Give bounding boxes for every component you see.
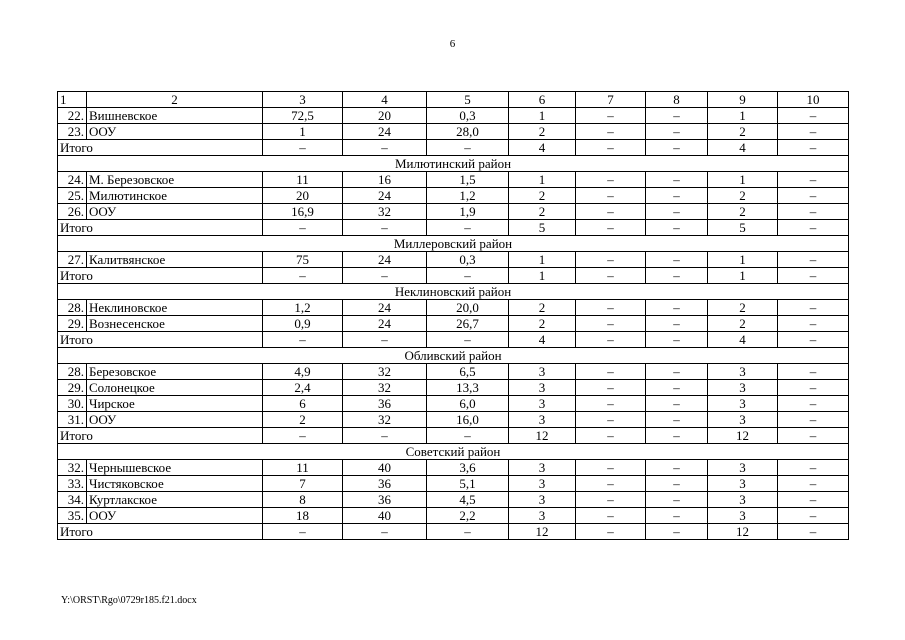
settlement-name: Березовское (87, 364, 263, 380)
table-cell: – (778, 460, 849, 476)
settlement-name: Неклиновское (87, 300, 263, 316)
table-cell: – (343, 220, 427, 236)
table-cell: – (576, 188, 646, 204)
table-cell: 1 (708, 108, 778, 124)
table-cell: – (646, 188, 708, 204)
total-label: Итого (58, 268, 263, 284)
table-cell: – (263, 268, 343, 284)
row-number: 32. (58, 460, 87, 476)
table-cell: 2 (708, 300, 778, 316)
section-title: Миллеровский район (58, 236, 849, 252)
table-cell: 6 (263, 396, 343, 412)
table-cell: 0,9 (263, 316, 343, 332)
section-title: Обливский район (58, 348, 849, 364)
table-row (58, 460, 849, 476)
table-cell: 24 (343, 300, 427, 316)
section-row (58, 156, 849, 172)
table-cell: – (778, 380, 849, 396)
table-row (58, 396, 849, 412)
table-cell: 16,0 (427, 412, 509, 428)
table-row (58, 188, 849, 204)
table-cell: 1 (263, 124, 343, 140)
table-cell: 1 (509, 252, 576, 268)
section-row (58, 236, 849, 252)
settlement-name: ООУ (87, 204, 263, 220)
table-cell: 4 (509, 332, 576, 348)
header-cell: 9 (708, 92, 778, 108)
page-number: 6 (449, 38, 456, 50)
table-cell: 0,3 (427, 108, 509, 124)
table-cell: – (576, 204, 646, 220)
header-cell: 5 (427, 92, 509, 108)
table-cell: 4,9 (263, 364, 343, 380)
table-cell: – (343, 332, 427, 348)
table-cell: 2 (509, 316, 576, 332)
table-cell: – (778, 428, 849, 444)
table-cell: – (778, 220, 849, 236)
table-row (58, 364, 849, 380)
table-cell: – (576, 316, 646, 332)
header-cell: 1 (58, 92, 87, 108)
table-cell: – (427, 268, 509, 284)
header-cell: 8 (646, 92, 708, 108)
table-cell: 20 (343, 108, 427, 124)
table-cell: – (646, 108, 708, 124)
table-cell: – (576, 380, 646, 396)
table-cell: – (778, 508, 849, 524)
row-number: 31. (58, 412, 87, 428)
table-cell: – (576, 460, 646, 476)
table-cell: – (576, 268, 646, 284)
table-cell: 1,2 (263, 300, 343, 316)
table-cell: – (778, 316, 849, 332)
total-row (58, 428, 849, 444)
table-cell: 32 (343, 204, 427, 220)
table-row (58, 412, 849, 428)
table-cell: 2 (509, 204, 576, 220)
table-cell: 3 (509, 412, 576, 428)
table-cell: – (778, 268, 849, 284)
row-number: 27. (58, 252, 87, 268)
table-cell: 13,3 (427, 380, 509, 396)
total-label: Итого (58, 332, 263, 348)
table-cell: 3 (708, 508, 778, 524)
header-cell: 2 (87, 92, 263, 108)
table-row (58, 252, 849, 268)
table-cell: 2 (509, 300, 576, 316)
table-cell: – (576, 396, 646, 412)
row-number: 29. (58, 380, 87, 396)
settlement-name: Милютинское (87, 188, 263, 204)
table-cell: 5 (708, 220, 778, 236)
header-cell: 10 (778, 92, 849, 108)
section-row (58, 284, 849, 300)
table-cell: – (576, 524, 646, 540)
table-cell: – (576, 252, 646, 268)
table-cell: 6,5 (427, 364, 509, 380)
row-number: 34. (58, 492, 87, 508)
row-number: 22. (58, 108, 87, 124)
table-cell: – (576, 412, 646, 428)
section-title: Неклиновский район (58, 284, 849, 300)
settlement-name: ООУ (87, 508, 263, 524)
table-cell: 3 (708, 412, 778, 428)
table-cell: 3 (509, 508, 576, 524)
table-cell: 1 (708, 172, 778, 188)
table-cell: 4 (708, 140, 778, 156)
settlement-name: ООУ (87, 412, 263, 428)
table-cell: 8 (263, 492, 343, 508)
table-cell: – (778, 140, 849, 156)
table-cell: 12 (509, 428, 576, 444)
table-cell: – (576, 220, 646, 236)
table-cell: 4 (509, 140, 576, 156)
table-cell: – (778, 108, 849, 124)
table-cell: 11 (263, 460, 343, 476)
table-cell: – (343, 524, 427, 540)
header-cell: 7 (576, 92, 646, 108)
table-cell: 12 (708, 524, 778, 540)
row-number: 23. (58, 124, 87, 140)
table-cell: 18 (263, 508, 343, 524)
table-cell: 5,1 (427, 476, 509, 492)
table-cell: – (646, 492, 708, 508)
table-cell: – (646, 412, 708, 428)
settlement-name: Чирское (87, 396, 263, 412)
total-label: Итого (58, 524, 263, 540)
settlement-name: Чистяковское (87, 476, 263, 492)
table-cell: 12 (708, 428, 778, 444)
table-row (58, 316, 849, 332)
table-cell: – (263, 220, 343, 236)
row-number: 24. (58, 172, 87, 188)
table-cell: – (778, 524, 849, 540)
table-cell: 2 (509, 188, 576, 204)
table-cell: 5 (509, 220, 576, 236)
table-cell: – (778, 476, 849, 492)
table-cell: – (427, 140, 509, 156)
total-row (58, 332, 849, 348)
header-cell: 3 (263, 92, 343, 108)
table-cell: – (263, 140, 343, 156)
table-cell: 6,0 (427, 396, 509, 412)
table-row (58, 300, 849, 316)
data-table (57, 91, 849, 540)
table-cell: – (263, 428, 343, 444)
total-label: Итого (58, 140, 263, 156)
table-cell: 3 (708, 476, 778, 492)
table-cell: – (576, 172, 646, 188)
table-row (58, 204, 849, 220)
table-cell: – (646, 172, 708, 188)
table-cell: – (778, 412, 849, 428)
table-cell: 24 (343, 124, 427, 140)
table-cell: 2,4 (263, 380, 343, 396)
table-cell: 40 (343, 460, 427, 476)
table-cell: 3,6 (427, 460, 509, 476)
table-cell: 4 (708, 332, 778, 348)
table-cell: – (778, 188, 849, 204)
table-cell: 3 (708, 492, 778, 508)
table-cell: – (576, 108, 646, 124)
settlement-name: М. Березовское (87, 172, 263, 188)
table-cell: – (576, 140, 646, 156)
table-cell: 20 (263, 188, 343, 204)
table-cell: – (646, 252, 708, 268)
settlement-name: Вознесенское (87, 316, 263, 332)
table-cell: 1,9 (427, 204, 509, 220)
table-cell: 36 (343, 476, 427, 492)
table-cell: 16 (343, 172, 427, 188)
table-cell: 72,5 (263, 108, 343, 124)
table-cell: 40 (343, 508, 427, 524)
table-cell: – (646, 300, 708, 316)
table-cell: 12 (509, 524, 576, 540)
settlement-name: ООУ (87, 124, 263, 140)
table-cell: – (646, 140, 708, 156)
table-cell: – (646, 508, 708, 524)
total-row (58, 524, 849, 540)
table-cell: – (646, 396, 708, 412)
table-cell: 36 (343, 396, 427, 412)
table-cell: – (646, 332, 708, 348)
table-cell: 2 (708, 204, 778, 220)
total-row (58, 140, 849, 156)
table-cell: 2 (509, 124, 576, 140)
table-cell: – (646, 476, 708, 492)
row-number: 26. (58, 204, 87, 220)
table-cell: 2 (708, 316, 778, 332)
table-cell: 32 (343, 380, 427, 396)
table-body (58, 108, 849, 540)
table-cell: 3 (708, 380, 778, 396)
table-cell: 20,0 (427, 300, 509, 316)
table-cell: – (427, 524, 509, 540)
table-cell: – (576, 300, 646, 316)
table-row (58, 172, 849, 188)
footer-file-path: Y:\ORST\Rgo\0729r185.f21.docx (61, 595, 197, 606)
table-cell: – (576, 124, 646, 140)
table-cell: 24 (343, 252, 427, 268)
section-row (58, 444, 849, 460)
table-cell: 3 (509, 492, 576, 508)
table-cell: – (778, 492, 849, 508)
table-cell: 32 (343, 412, 427, 428)
table-cell: – (576, 364, 646, 380)
table-cell: – (576, 508, 646, 524)
table-cell: – (646, 428, 708, 444)
table-cell: – (778, 204, 849, 220)
table-cell: – (646, 460, 708, 476)
row-number: 28. (58, 300, 87, 316)
table-cell: 32 (343, 364, 427, 380)
table-cell: 3 (509, 476, 576, 492)
table-row (58, 508, 849, 524)
row-number: 30. (58, 396, 87, 412)
table-row (58, 108, 849, 124)
table-header-row (58, 92, 849, 108)
table-cell: 3 (509, 380, 576, 396)
table-cell: – (646, 316, 708, 332)
table-cell: – (778, 124, 849, 140)
section-title: Советский район (58, 444, 849, 460)
table-cell: – (646, 204, 708, 220)
table-cell: – (263, 524, 343, 540)
table-cell: 2 (708, 188, 778, 204)
settlement-name: Вишневское (87, 108, 263, 124)
settlement-name: Куртлакское (87, 492, 263, 508)
table-cell: – (646, 220, 708, 236)
table-cell: 3 (509, 396, 576, 412)
total-label: Итого (58, 428, 263, 444)
table-cell: – (778, 252, 849, 268)
table-cell: – (778, 364, 849, 380)
table-cell: – (263, 332, 343, 348)
table-cell: 2 (263, 412, 343, 428)
table-cell: 36 (343, 492, 427, 508)
table-cell: 28,0 (427, 124, 509, 140)
table-cell: 24 (343, 188, 427, 204)
settlement-name: Чернышевское (87, 460, 263, 476)
table-cell: 1 (708, 252, 778, 268)
row-number: 29. (58, 316, 87, 332)
table-row (58, 124, 849, 140)
table-cell: 2,2 (427, 508, 509, 524)
row-number: 28. (58, 364, 87, 380)
table-cell: – (576, 332, 646, 348)
table-cell: – (576, 428, 646, 444)
table-row (58, 380, 849, 396)
table-cell: – (778, 300, 849, 316)
table-cell: 3 (509, 460, 576, 476)
table-cell: 16,9 (263, 204, 343, 220)
table-cell: 3 (708, 396, 778, 412)
table-cell: – (646, 124, 708, 140)
table-cell: – (646, 380, 708, 396)
table-cell: – (576, 492, 646, 508)
table-cell: 1 (509, 172, 576, 188)
table-cell: 24 (343, 316, 427, 332)
table-cell: 7 (263, 476, 343, 492)
table-cell: 0,3 (427, 252, 509, 268)
table-cell: 1 (509, 108, 576, 124)
table-cell: – (427, 220, 509, 236)
total-label: Итого (58, 220, 263, 236)
table-cell: – (646, 364, 708, 380)
table-cell: – (646, 268, 708, 284)
row-number: 33. (58, 476, 87, 492)
table-cell: – (576, 476, 646, 492)
table-cell: 1,5 (427, 172, 509, 188)
settlement-name: Калитвянское (87, 252, 263, 268)
table-cell: 11 (263, 172, 343, 188)
table-cell: – (778, 172, 849, 188)
table-cell: 1,2 (427, 188, 509, 204)
table-cell: 3 (708, 364, 778, 380)
row-number: 35. (58, 508, 87, 524)
table-cell: – (427, 332, 509, 348)
header-cell: 4 (343, 92, 427, 108)
section-row (58, 348, 849, 364)
table-cell: – (778, 396, 849, 412)
table-cell: 26,7 (427, 316, 509, 332)
table-cell: – (427, 428, 509, 444)
table-cell: 2 (708, 124, 778, 140)
table-cell: – (343, 140, 427, 156)
table-cell: 1 (509, 268, 576, 284)
table-cell: – (343, 428, 427, 444)
table-cell: 3 (509, 364, 576, 380)
table-cell: – (778, 332, 849, 348)
row-number: 25. (58, 188, 87, 204)
section-title: Милютинский район (58, 156, 849, 172)
table-row (58, 476, 849, 492)
total-row (58, 268, 849, 284)
table-cell: 4,5 (427, 492, 509, 508)
table-row (58, 492, 849, 508)
table-cell: 1 (708, 268, 778, 284)
table-cell: – (343, 268, 427, 284)
table-cell: 75 (263, 252, 343, 268)
header-cell: 6 (509, 92, 576, 108)
table-cell: 3 (708, 460, 778, 476)
total-row (58, 220, 849, 236)
settlement-name: Солонецкое (87, 380, 263, 396)
table-cell: – (646, 524, 708, 540)
